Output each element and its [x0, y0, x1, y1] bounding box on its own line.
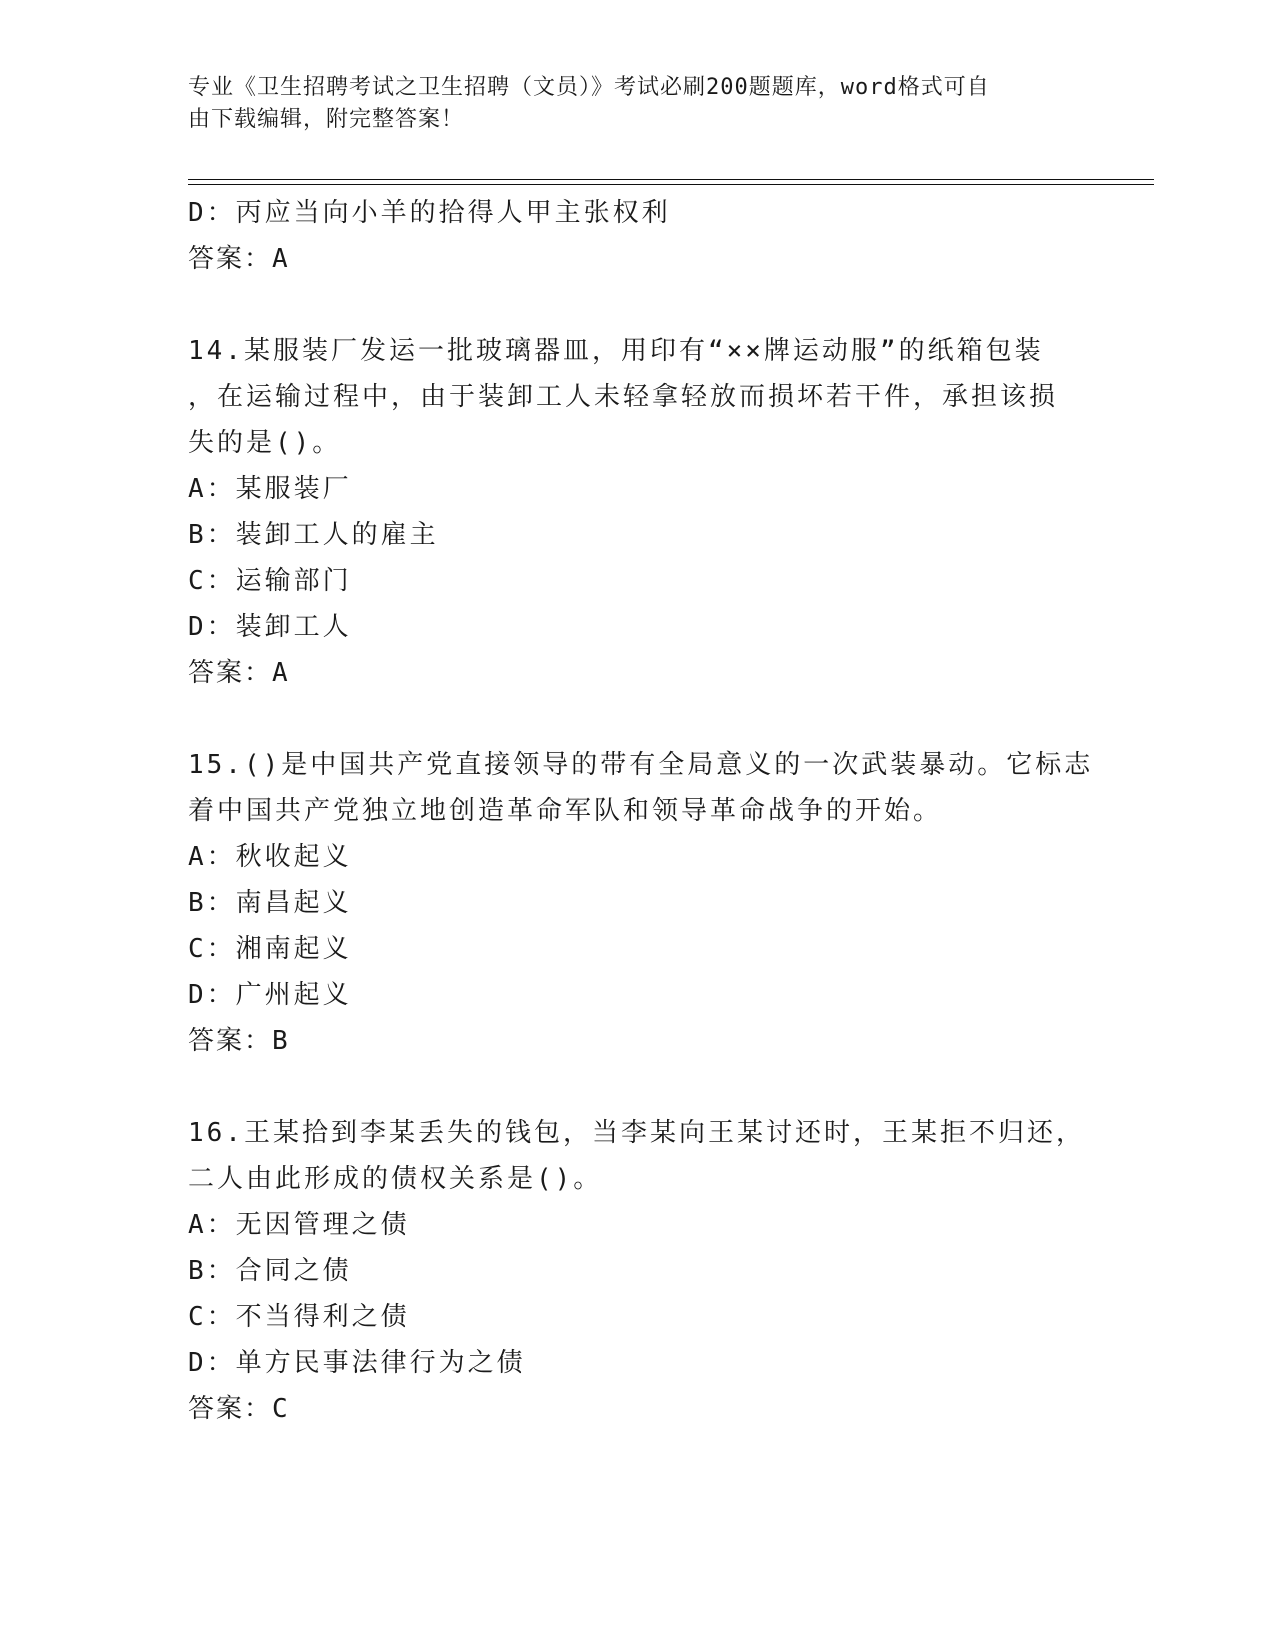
question-stem-line: 14.某服装厂发运一批玻璃器皿，用印有“××牌运动服”的纸箱包装 [188, 336, 1044, 366]
option-b: B：合同之债 [188, 1256, 352, 1286]
question-15 [188, 742, 1094, 1064]
answer: 答案：A [188, 658, 290, 688]
option-d: D：单方民事法律行为之债 [188, 1348, 526, 1378]
document-body [188, 190, 1094, 1432]
question-16 [188, 1110, 1088, 1432]
header-line-1: 专业《卫生招聘考试之卫生招聘（文员）》考试必刷200题题库，word格式可自 [188, 75, 990, 100]
question-stem-line: 失的是()。 [188, 428, 342, 458]
question-stem-line: 二人由此形成的债权关系是()。 [188, 1164, 603, 1194]
option-a: A：秋收起义 [188, 842, 352, 872]
option-d: D：广州起义 [188, 980, 352, 1010]
question-stem-line: ，在运输过程中，由于装卸工人未轻拿轻放而损坏若干件，承担该损 [188, 382, 1059, 412]
prev-option-d: D：丙应当向小羊的拾得人甲主张权利 [188, 198, 671, 228]
header-divider-bottom [188, 184, 1154, 185]
option-c: C：运输部门 [188, 566, 352, 596]
document-header [188, 72, 1068, 136]
question-stem-line: 15.()是中国共产党直接领导的带有全局意义的一次武装暴动。它标志 [188, 750, 1094, 780]
header-line-2: 由下载编辑，附完整答案！ [188, 107, 465, 132]
question-stem-line: 着中国共产党独立地创造革命军队和领导革命战争的开始。 [188, 796, 943, 826]
option-a: A：无因管理之债 [188, 1210, 410, 1240]
option-d: D：装卸工人 [188, 612, 352, 642]
option-a: A：某服装厂 [188, 474, 352, 504]
option-c: C：湘南起义 [188, 934, 352, 964]
prev-answer: 答案：A [188, 244, 290, 274]
option-b: B：南昌起义 [188, 888, 352, 918]
answer: 答案：B [188, 1026, 290, 1056]
option-c: C：不当得利之债 [188, 1302, 410, 1332]
question-stem-line: 16.王某拾到李某丢失的钱包，当李某向王某讨还时，王某拒不归还， [188, 1118, 1085, 1148]
question-14 [188, 328, 1088, 696]
answer: 答案：C [188, 1394, 290, 1424]
option-b: B：装卸工人的雇主 [188, 520, 439, 550]
header-divider-top [188, 179, 1154, 180]
